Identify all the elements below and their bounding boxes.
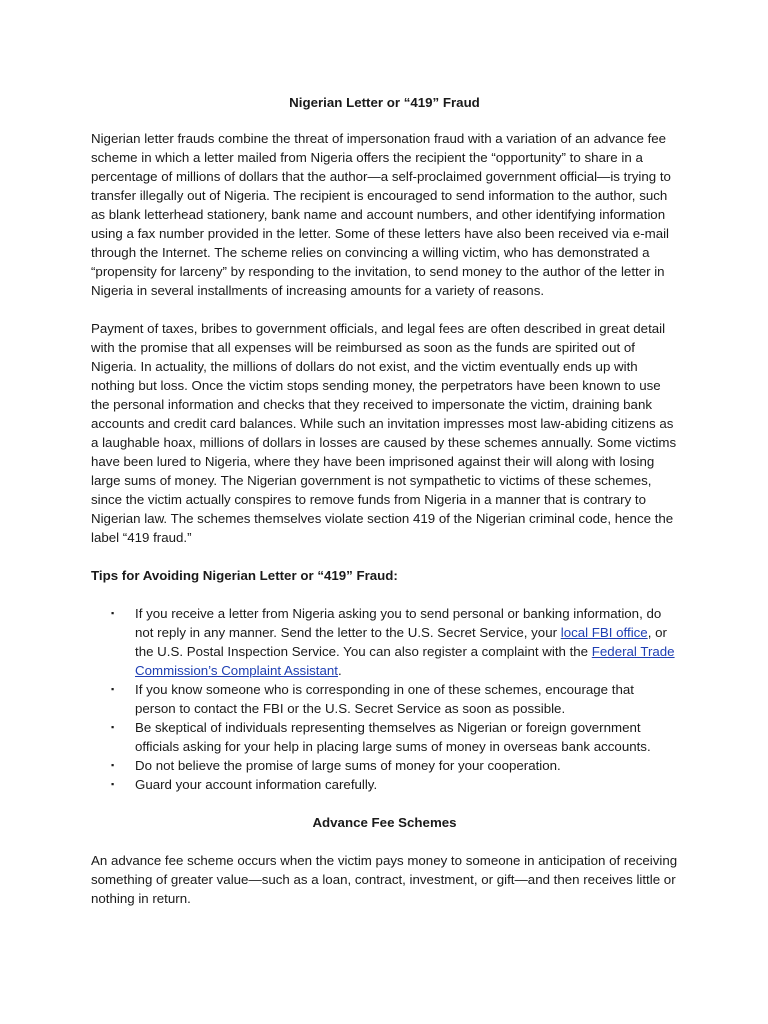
- bullet-icon: ▪: [111, 760, 115, 770]
- paragraph-intro: Nigerian letter frauds combine the threat of impersonation fraud with a variation of an advance fee scheme in which a letter mailed from Nigeria offers the recipient the “opportunity” to share in a percentage of millions of dollars that the author—a self-proclaimed government official—is trying to transfer illegally out of Nigeria. The recipient is encouraged to send information to the author, such as blank letterhead stationery, bank name and account numbers, and other identifying information using a fax number provided in the letter. Some of these letters have also been received via e-mail through the Internet. The scheme relies on convincing a willing victim, who has demonstrated a “propensity for larceny” by responding to the invitation, to send money to the author of the letter in Nigeria in several installments of increasing amounts for a variety of reasons.: [91, 131, 671, 298]
- tips-list: [91, 604, 678, 794]
- tip-text: If you receive a letter from Nigeria asking you to send personal or banking information, do not reply in any manner. Send the letter to the U.S. Secret Service, your: [135, 606, 662, 640]
- tips-heading: Tips for Avoiding Nigerian Letter or “419” Fraud:: [91, 568, 398, 583]
- tip-item-contact-fbi: [111, 680, 678, 718]
- tip-item-be-skeptical: [111, 718, 678, 756]
- section-title-advance-fee: Advance Fee Schemes: [312, 815, 457, 830]
- bullet-icon: ▪: [111, 608, 115, 618]
- tip-text: If you know someone who is corresponding in one of these schemes, encourage that person to contact the FBI or the U.S. Secret Service as soon as possible.: [135, 682, 634, 716]
- ftc-complaint-assistant-link[interactable]: Federal Trade Commission’s Complaint Assistant: [135, 644, 675, 678]
- tip-item-do-not-believe: [111, 756, 678, 775]
- tip-text: Guard your account information carefully.: [135, 777, 378, 792]
- paragraph-advance-fee: An advance fee scheme occurs when the victim pays money to someone in anticipation of receiving something of greater value—such as a loan, contract, investment, or gift—and then receives little or nothing in return.: [91, 853, 678, 906]
- page-title: Nigerian Letter or “419” Fraud: [289, 95, 480, 110]
- tip-text: Be skeptical of individuals representing themselves as Nigerian or foreign government officials asking for your help in placing large sums of money in overseas bank accounts.: [135, 720, 651, 754]
- tip-text: , or the U.S. Postal Inspection Service. You can also register a complaint with the: [135, 625, 667, 659]
- tip-text: Do not believe the promise of large sums of money for your cooperation.: [135, 758, 561, 773]
- bullet-icon: ▪: [111, 722, 115, 732]
- tip-item-guard-account: [111, 775, 678, 794]
- bullet-icon: ▪: [111, 684, 115, 694]
- tip-text: .: [337, 663, 342, 678]
- paragraph-details: Payment of taxes, bribes to government officials, and legal fees are often described in great detail with the promise that all expenses will be reimbursed as soon as the funds are spirited out of Nigeria. In actuality, the millions of dollars do not exist, and the victim eventually ends up with nothing but loss. Once the victim stops sending money, the perpetrators have been known to use the personal information and checks that they received to impersonate the victim, draining bank accounts and credit card balances. While such an invitation impresses most law-abiding citizens as a laughable hoax, millions of dollars in losses are caused by these schemes annually. Some victims have been lured to Nigeria, where they have been imprisoned against their will along with losing large sums of money. The Nigerian government is not sympathetic to victims of these schemes, since the victim actually conspires to remove funds from Nigeria in a manner that is contrary to Nigerian law. The schemes themselves violate section 419 of the Nigerian criminal code, hence the label “419 fraud.”: [91, 321, 677, 545]
- local-fbi-office-link[interactable]: local FBI office: [560, 625, 648, 640]
- bullet-icon: ▪: [111, 779, 115, 789]
- tip-item-report-letter: [111, 604, 678, 680]
